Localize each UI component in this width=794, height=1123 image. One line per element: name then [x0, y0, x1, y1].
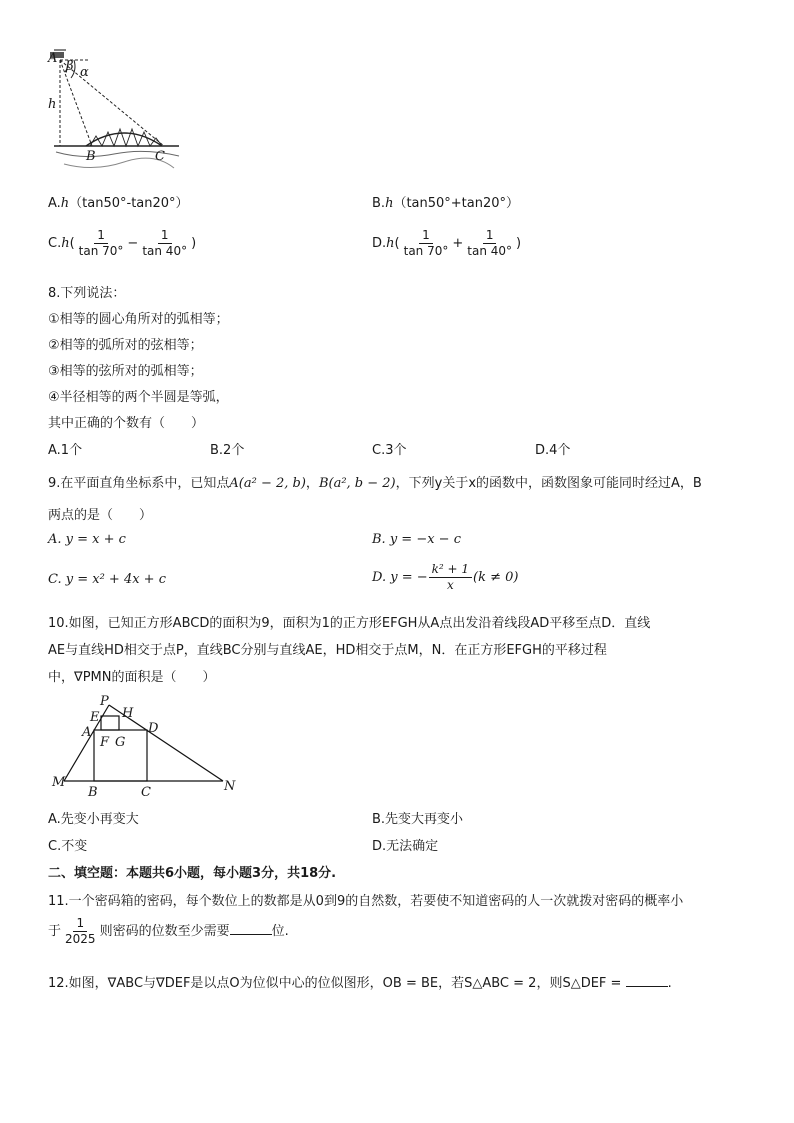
q7-option-c: C.h( $\frac{1}{\tan 70^\circ}$ − $\frac{1}{\tan 40^\circ}$ )	[48, 228, 197, 258]
q9-option-d	[372, 562, 518, 593]
fraction	[62, 916, 99, 947]
numerator: k² + 1	[429, 562, 472, 578]
option-label: A.	[48, 196, 61, 211]
numerator: 1	[158, 228, 172, 244]
fraction	[139, 228, 190, 259]
square-EFGH	[101, 716, 119, 730]
denominator: x	[446, 578, 454, 592]
text: 则密码的位数至少需要	[99, 924, 230, 939]
fraction	[464, 228, 515, 259]
text: 于	[48, 924, 62, 939]
q12-line	[48, 972, 672, 991]
text: 12.如图，∇ABC与∇DEF是以点O为位似中心的位似图形，OB = BE，若S△ABC = 2，则S△DEF =	[48, 976, 626, 991]
text: D. y = −	[372, 570, 428, 585]
q9-option-c: C. y = x² + 4x + c	[48, 572, 166, 587]
label-P: P	[100, 694, 109, 709]
text: 位.	[271, 924, 289, 939]
label-C: C	[155, 149, 165, 164]
label-B: B	[88, 785, 98, 800]
q9-line-1	[48, 472, 702, 491]
text: (k ≠ 0)	[473, 570, 519, 585]
q8-statement-2: ②相等的弧所对的弦相等；	[48, 338, 203, 353]
text: 9.在平面直角坐标系中，已知点	[48, 476, 230, 491]
option-label: D.	[372, 236, 387, 251]
numerator: 1	[419, 228, 433, 244]
q7-option-a	[48, 192, 189, 211]
denominator: tan 40°	[142, 244, 188, 258]
numerator: 1	[73, 916, 87, 932]
label-F: F	[100, 735, 110, 750]
var-h: h	[386, 236, 395, 251]
option-body: （tan50°-tan20°）	[69, 196, 189, 211]
q7-option-b	[372, 192, 519, 211]
label-A: A	[48, 51, 58, 66]
point-b: B(a², b − 2)	[318, 476, 396, 491]
text: ，	[305, 476, 319, 491]
label-beta: β	[66, 59, 74, 74]
label-G: G	[115, 735, 126, 750]
q7-option-d: D.h( $\frac{1}{\tan 70^\circ}$ + $\frac{1}{\tan 40^\circ}$ )	[372, 228, 522, 258]
q8-option-c: C.3个	[372, 443, 407, 458]
denominator: tan 40°	[467, 244, 513, 258]
q10-line-2: AE与直线HD相交于点P，直线BC分别与直线AE，HD相交于点M，N．在正方形EFGH的平移过程	[48, 643, 607, 658]
q8-ask: 其中正确的个数有（ ）	[48, 416, 205, 431]
label-D: D	[148, 721, 159, 736]
label-h: h	[48, 97, 57, 112]
q11-line-1: 11.一个密码箱的密码，每个数位上的数都是从0到9的自然数，若要使不知道密码的人一次就拨对密码的概率小	[48, 894, 684, 909]
denominator: 2025	[65, 932, 96, 946]
option-body: （tan50°+tan20°）	[393, 196, 520, 211]
fraction	[401, 228, 452, 259]
var-h: h	[385, 196, 394, 211]
q9-option-b: B. y = −x − c	[372, 532, 461, 547]
q10-line-1: 10.如图，已知正方形ABCD的面积为9，面积为1的正方形EFGH从A点出发沿着线段AD平移至点D．直线	[48, 616, 651, 631]
numerator: 1	[483, 228, 497, 244]
option-label: B.	[372, 196, 386, 211]
q9-line-2: 两点的是（ ）	[48, 508, 153, 523]
q10-option-c: C.不变	[48, 839, 88, 854]
answer-blank[interactable]	[230, 922, 272, 935]
q10-option-b: B.先变大再变小	[372, 812, 464, 827]
q8-option-d: D.4个	[535, 443, 571, 458]
q10-option-d: D.无法确定	[372, 839, 439, 854]
answer-blank[interactable]	[626, 974, 668, 987]
q8-stem: 8.下列说法：	[48, 286, 126, 301]
text: ，下列y关于x的函数中，函数图象可能同时经过A，B	[395, 476, 702, 491]
operator: +	[452, 236, 464, 251]
q10-option-a: A.先变小再变大	[48, 812, 139, 827]
q8-option-b: B.2个	[210, 443, 245, 458]
denominator: tan 70°	[78, 244, 124, 258]
label-H: H	[122, 706, 134, 721]
bridge-truss	[54, 129, 179, 146]
label-M: M	[52, 775, 66, 790]
q7-figure	[44, 48, 184, 176]
denominator: tan 70°	[403, 244, 449, 258]
label-C: C	[141, 785, 151, 800]
fraction	[429, 562, 472, 593]
numerator: 1	[94, 228, 108, 244]
q8-statement-3: ③相等的弦所对的弧相等；	[48, 364, 203, 379]
var-h: h	[60, 196, 70, 211]
operator: −	[127, 236, 139, 251]
q8-statement-4: ④半径相等的两个半圆是等弧，	[48, 390, 229, 405]
q9-option-a: A. y = x + c	[48, 532, 126, 547]
text: .	[667, 976, 672, 991]
fraction	[76, 228, 127, 259]
label-A: A	[82, 725, 92, 740]
label-alpha: α	[80, 65, 89, 80]
q11-line-2	[48, 916, 289, 947]
point-a: A(a² − 2, b)	[229, 476, 306, 491]
section-2-title: 二、填空题：本题共6小题，每小题3分，共18分.	[48, 866, 337, 881]
q8-option-a: A.1个	[48, 443, 83, 458]
label-E: E	[90, 710, 100, 725]
var-h: h	[61, 236, 70, 251]
q10-figure	[48, 690, 248, 800]
label-N: N	[224, 779, 236, 794]
q10-line-3: 中，∇PMN的面积是（ ）	[48, 670, 216, 685]
q8-statement-1: ①相等的圆心角所对的弧相等；	[48, 312, 229, 327]
label-B: B	[86, 149, 96, 164]
option-label: C.	[48, 236, 62, 251]
